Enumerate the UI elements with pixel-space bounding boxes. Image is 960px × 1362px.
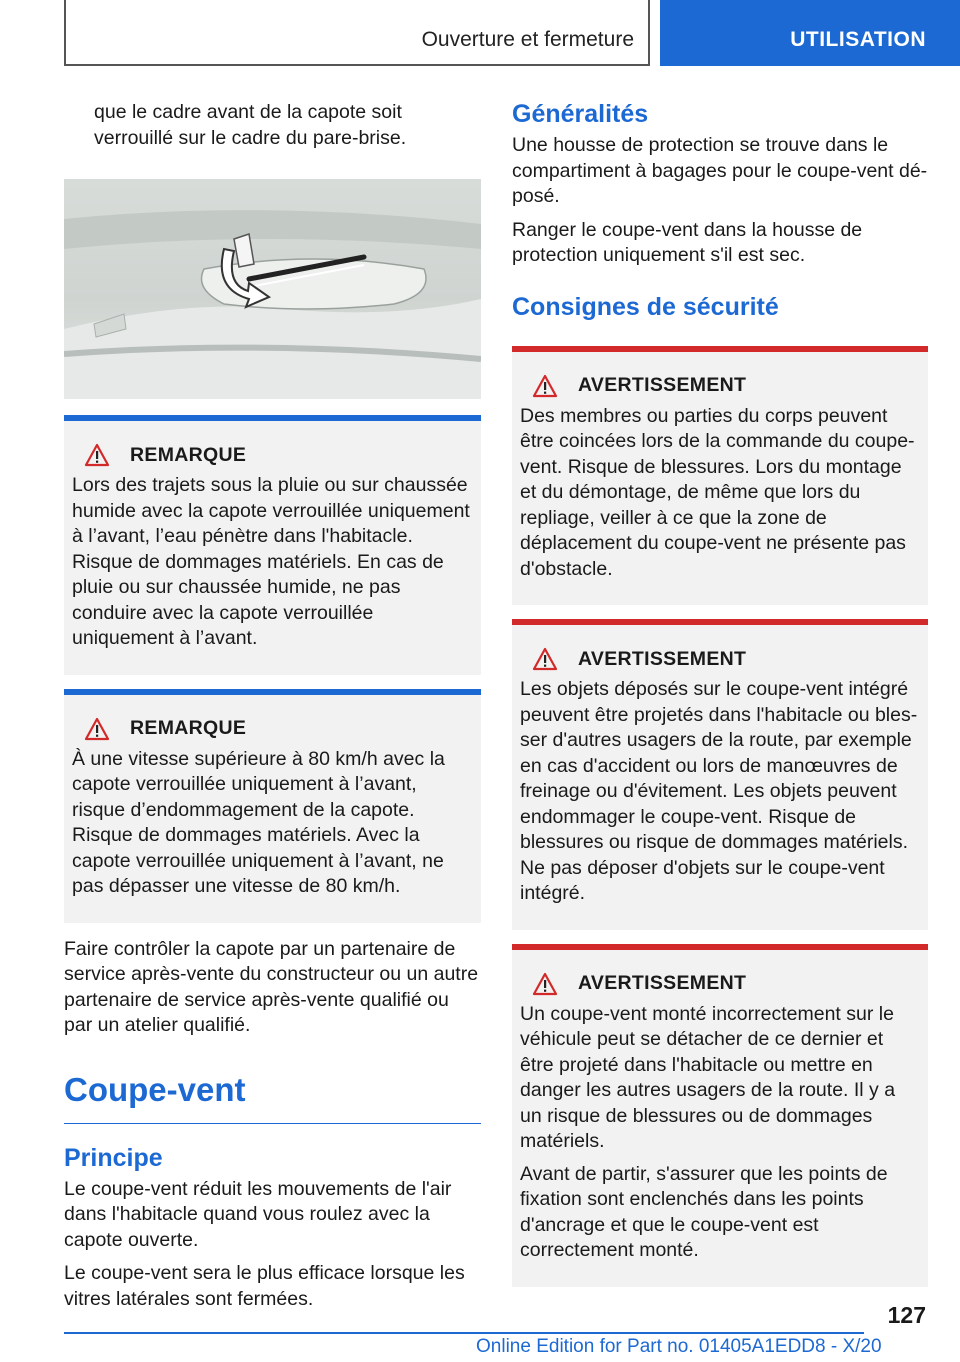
warning-text: Les objets déposés sur le coupe-vent intégré peuvent être projetés dans l'habitacle ou blesser d'autres usagers de la route, par exemple en cas d'accident ou lors de manœuvres de freinage ou d'évitement. Les objets peuvent endommager le coupe-vent. Risque de blessures ou risque de dommages matériels. Ne pas déposer d'objets sur le coupe-vent intégré. (520, 678, 918, 904)
service-paragraph: Faire contrôler la capote par un partenaire de service après-vente du constructeur ou un autre partenaire de service après-vente qualifié ou par un atelier qualifié. (64, 937, 479, 1036)
windscreen-latch-illustration (64, 179, 481, 399)
warning-triangle-icon (532, 647, 558, 671)
warning-triangle-icon (532, 972, 558, 996)
section-title: Ouverture et fermeture (421, 28, 634, 51)
header-section-box (64, 0, 650, 66)
header-chapter-tab[interactable] (660, 0, 960, 66)
notice-header (72, 717, 471, 741)
warning-text: Avant de partir, s'assurer que les points de fixation sont enclenchés dans les points d'ancrage et que le coupe-vent est correctement monté. (520, 1162, 888, 1261)
notice-speed (64, 689, 481, 923)
page-number: 127 (887, 1302, 926, 1328)
intro-text: que le cadre avant de la capote soit verrouillé sur le cadre du pare-brise. (94, 101, 407, 149)
warning-title: AVERTISSEMENT (578, 647, 747, 670)
footer-divider (64, 1332, 864, 1334)
warning-header (520, 374, 918, 398)
notice-title: REMARQUE (130, 443, 247, 466)
latch-illustration-svg (64, 179, 481, 399)
warning-triangle-icon (532, 374, 558, 398)
warning-header (520, 972, 918, 996)
general-paragraph-2: Ranger le coupe-vent dans la housse de protection uniquement s'il est sec. (512, 218, 863, 266)
warning-objects (512, 619, 928, 930)
subheading-principe: Principe (64, 1143, 163, 1172)
efficiency-paragraph: Le coupe-vent sera le plus efficace lorsque les vitres latérales sont fermées. (64, 1262, 465, 1310)
notice-text: Lors des trajets sous la pluie ou sur chaussée humide avec la capote verrouillée uniquement à l’avant, l’eau pénètre dans l'habitacle. Risque de dommages matériels. En cas de pluie ou sur chaussée humide, ne pas conduire avec la capote verrouillée uniquement à l’avant. (72, 474, 470, 649)
warning-title: AVERTISSEMENT (578, 972, 747, 994)
warning-header (520, 647, 918, 671)
subheading-consignes: Consignes de sécurité (512, 292, 779, 321)
notice-text: À une vitesse supérieure à 80 km/h avec la capote verrouillée uniquement à l’avant, risque d’endommagement de la capote. Risque de dommages matériels. Avec la capote verrouillée uniquement à l’avant, ne pas dépasser une vitesse de 80 km/h. (72, 747, 445, 897)
notice-header (72, 443, 471, 467)
subheading-generalites: Généralités (512, 100, 649, 128)
footer-edition[interactable]: Online Edition for Part no. 01405A1EDD8 - X/20 (476, 1336, 882, 1357)
general-paragraph-1: Une housse de protection se trouve dans le compartiment à bagages pour le coupe-vent déposé. (512, 134, 928, 207)
warning-mounting (512, 944, 928, 1287)
warning-text: Des membres ou parties du corps peuvent être coincées lors de la commande du coupe-vent. Risque de blessures. Lors du montage et du démontage, de même que lors du repliage, veiller à ce que la zone de déplacement du coupe-vent ne présente pas d'obstacle. (520, 404, 915, 580)
principle-paragraph: Le coupe-vent réduit les mouvements de l'air dans l'habitacle quand vous roulez avec la capote ouverte. (64, 1177, 452, 1251)
warning-text: Un coupe-vent monté incorrectement sur le véhicule peut se détacher de ce dernier et être projeté dans l'habitacle ou mettre en danger les autres usagers de la route. Il y a un risque de blessures ou de dommages matériels. (520, 1002, 896, 1152)
chapter-title: UTILISATION (790, 28, 926, 51)
right-column (512, 100, 928, 1301)
warning-pinching (512, 346, 928, 606)
notice-title: REMARQUE (130, 717, 247, 739)
warning-triangle-icon (84, 443, 110, 467)
left-column (64, 100, 481, 1320)
notice-rain (64, 415, 481, 675)
warning-triangle-icon (84, 717, 110, 741)
section-heading-coupe-vent: Coupe-vent (64, 1071, 481, 1124)
warning-title: AVERTISSEMENT (578, 374, 747, 396)
